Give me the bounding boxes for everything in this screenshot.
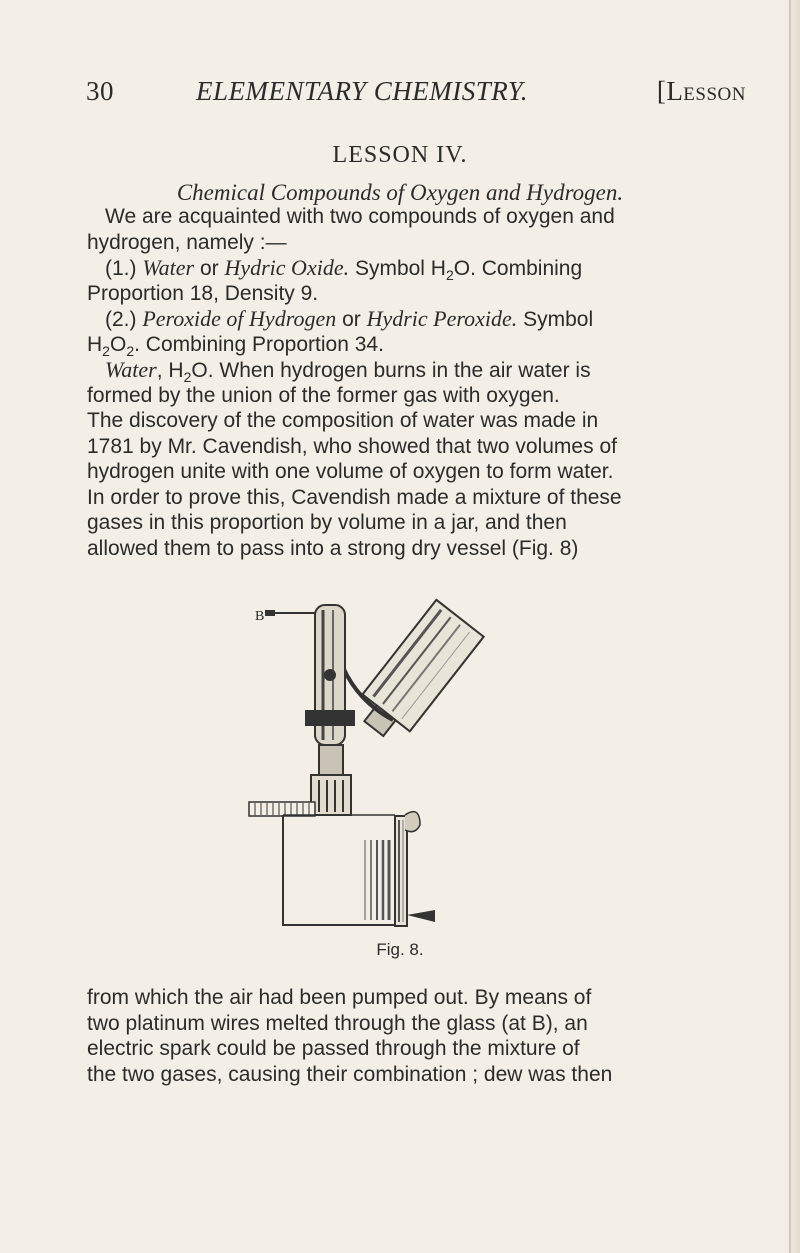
running-header [86, 76, 746, 110]
text-line: allowed them to pass into a strong dry vessel (Fig. 8) [87, 536, 579, 560]
text-line: Water, $H_2O$. When hydrogen burns in the air water is [105, 357, 591, 386]
water-trough [283, 812, 435, 926]
figure-caption: Fig. 8. [376, 940, 424, 959]
figure-8-apparatus [245, 590, 555, 940]
label-b: B [255, 609, 265, 624]
text-line: $H_2O_2$. Combining Proportion 34. [87, 332, 384, 359]
tilted-jar [350, 600, 483, 747]
graduated-tube [249, 802, 315, 816]
body-text-upper [87, 204, 719, 561]
book-title: ELEMENTARY CHEMISTRY. [196, 76, 529, 106]
page-number: 30 [86, 76, 114, 106]
list-item-water: (1.) Water or Hydric Oxide. Symbol $H_2O$. Combining [105, 255, 583, 284]
text-line: two platinum wires melted through the glass (at B), an [87, 1011, 588, 1035]
text-line: 1781 by Mr. Cavendish, who showed that two volumes of [87, 434, 617, 458]
text-line: In order to prove this, Cavendish made a mixture of these [87, 485, 622, 509]
text-line: The discovery of the composition of water was made in [87, 409, 599, 432]
list-item-peroxide: (2.) Peroxide of Hydrogen or Hydric Peroxide. Symbol [105, 306, 594, 331]
lesson-subtitle: Chemical Compounds of Oxygen and Hydrogen. [176, 180, 624, 205]
text-line: electric spark could be passed through the mixture of [87, 1037, 580, 1060]
body-text-lower [87, 985, 719, 1087]
text-line: the two gases, causing their combination ; dew was then [87, 1062, 613, 1086]
text-line: We are acquainted with two compounds of oxygen and [105, 205, 615, 228]
text-line: hydrogen, namely :— [87, 230, 287, 254]
text-line: gases in this proportion by volume in a jar, and then [87, 511, 567, 534]
text-line: formed by the union of the former gas with oxygen. [87, 383, 560, 407]
text-line: hydrogen unite with one volume of oxygen to form water. [87, 460, 614, 483]
text-line: from which the air had been pumped out. By means of [87, 986, 592, 1009]
eudiometer-vessel [255, 605, 355, 815]
text-line: Proportion 18, Density 9. [87, 281, 319, 305]
lesson-title: LESSON IV. [332, 142, 468, 168]
section-label: [Lesson [656, 76, 746, 106]
